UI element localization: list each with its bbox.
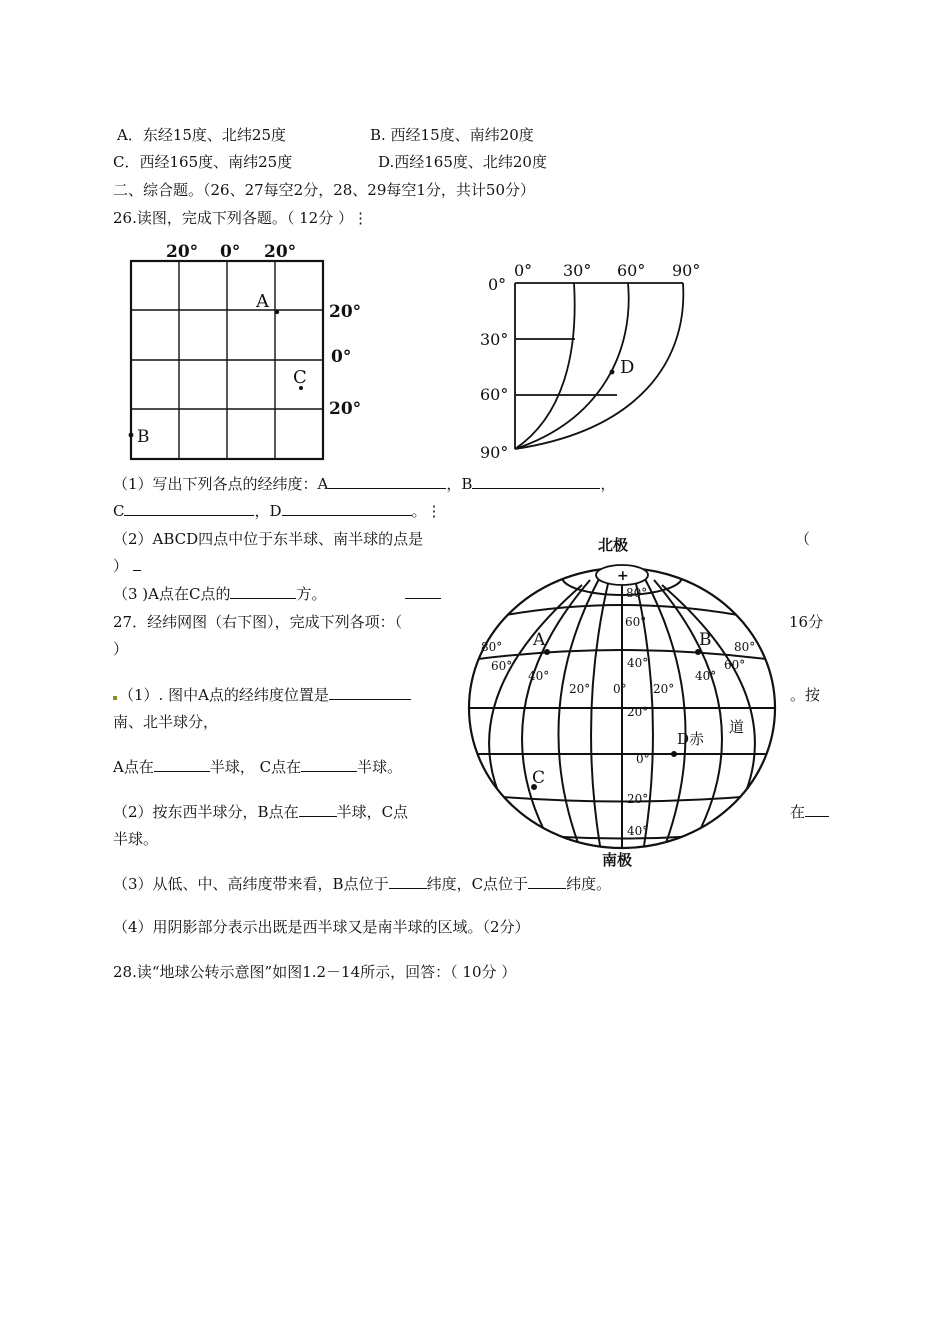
q27-sub1-b: 。按 [790,686,821,704]
point-c-label: C [293,367,307,388]
equator-label-2: 道 [729,718,745,736]
q27-sub4: （4）用阴影部分表示出既是西半球又是南半球的区域。（2分） [113,918,530,936]
globe-lat-label: 60° [625,615,647,629]
q26-sub2-paren: （ [795,530,811,548]
grid-lon-label: 0° [220,242,241,262]
globe-point-d-marker [671,751,677,757]
globe-lon-label: 80° [481,640,503,654]
q27-paren-close: ） [113,640,129,658]
section-heading: 二、综合题。（26、27每空2分，28、29每空1分，共计50分） [113,181,536,199]
globe-point-c-label: C [532,768,546,788]
choice-c: C．西经165度、南纬25度 [113,153,293,171]
q27-sub2-d: 半球。 [113,830,159,848]
globe-plus: + [617,568,629,584]
choice-b: B. 西经15度、南纬20度 [370,126,534,144]
point-d-label: D [620,357,635,378]
globe-lat-label: 20° [627,705,649,719]
q27-title: 27．经纬网图（右下图），完成下列各项：（ [113,613,403,631]
globe-point-a-label: A [533,630,546,650]
globe-point-b-label: B [699,630,712,650]
grid-lon-label: 20° [264,242,297,262]
polar-lon-label: 30° [563,261,592,280]
q27-sub1-line3: A点在 半球， C点在 半球。 [113,758,403,776]
equator-label: D赤 [677,730,705,748]
polar-lon-label: 60° [617,261,646,280]
q26-sub1-line1: （1）写出下列各点的经纬度：A ，B ， [113,475,616,493]
q27-sub2-c: 在 [790,802,829,822]
q27-sub1-line1: （1）. 图中A点的经纬度位置是 [113,685,411,705]
q26-sub2-close: ） [113,556,141,576]
q27-score: 16分 [789,613,824,631]
globe-lon-label: 40° [528,669,550,683]
polar-lat-label: 30° [480,330,509,349]
globe-lat-label: 20° [627,792,649,806]
polar-lat-label: 0° [488,275,507,294]
globe-lon-label: 60° [491,659,513,673]
grid-lon-label: 20° [166,242,199,262]
polar-lon-label: 0° [514,261,533,280]
polar-lat-label: 60° [480,385,509,404]
point-a-label: A [256,291,269,312]
globe-lon-label: 20° [653,682,675,696]
globe-lon-label: 20° [569,682,591,696]
globe-lon-label: 0° [613,682,627,696]
point-b-label: B [137,427,150,447]
polar-lat-label: 90° [480,443,509,462]
south-pole-label: 南极 [602,851,633,869]
q26-title: 26.读图，完成下列各题。（ 12分 ）⋮ [113,209,368,227]
grid-lat-label: 20° [329,399,362,419]
polar-lon-label: 90° [672,261,701,280]
q27-sub2-line1: （2）按东西半球分，B点在 半球，C点 [113,803,409,821]
choice-d: D.西经165度、北纬20度 [378,153,547,171]
globe-lat-label: 0° [636,752,650,766]
q26-sub2: （2）ABCD四点中位于东半球、南半球的点是 [113,530,424,548]
globe-lat-label: 40° [627,656,649,670]
q27-sub1-c: 南、北半球分， [113,713,219,731]
grid-lat-label: 20° [329,302,362,322]
globe-lat-label: 80° [626,586,648,600]
globe-lat-label: 40° [627,824,649,838]
grid-lat-label: 0° [331,347,352,367]
globe-lon-label: 40° [695,669,717,683]
q26-sub3: （3 )A点在C点的 方。 [113,585,327,603]
choice-a: A．东经15度、北纬25度 [117,126,287,144]
north-pole-label: 北极 [598,536,629,554]
q26-sub1-line2: C ，D 。⋮ [113,502,442,520]
q27-sub3: （3）从低、中、高纬度带来看，B点位于 纬度，C点位于 纬度。 [113,875,612,893]
globe-lon-label: 60° [724,658,746,672]
q28-title: 28.读“地球公转示意图”如图1.2－14所示，回答：（ 10分 ） [113,963,517,981]
globe-lon-label: 80° [734,640,756,654]
